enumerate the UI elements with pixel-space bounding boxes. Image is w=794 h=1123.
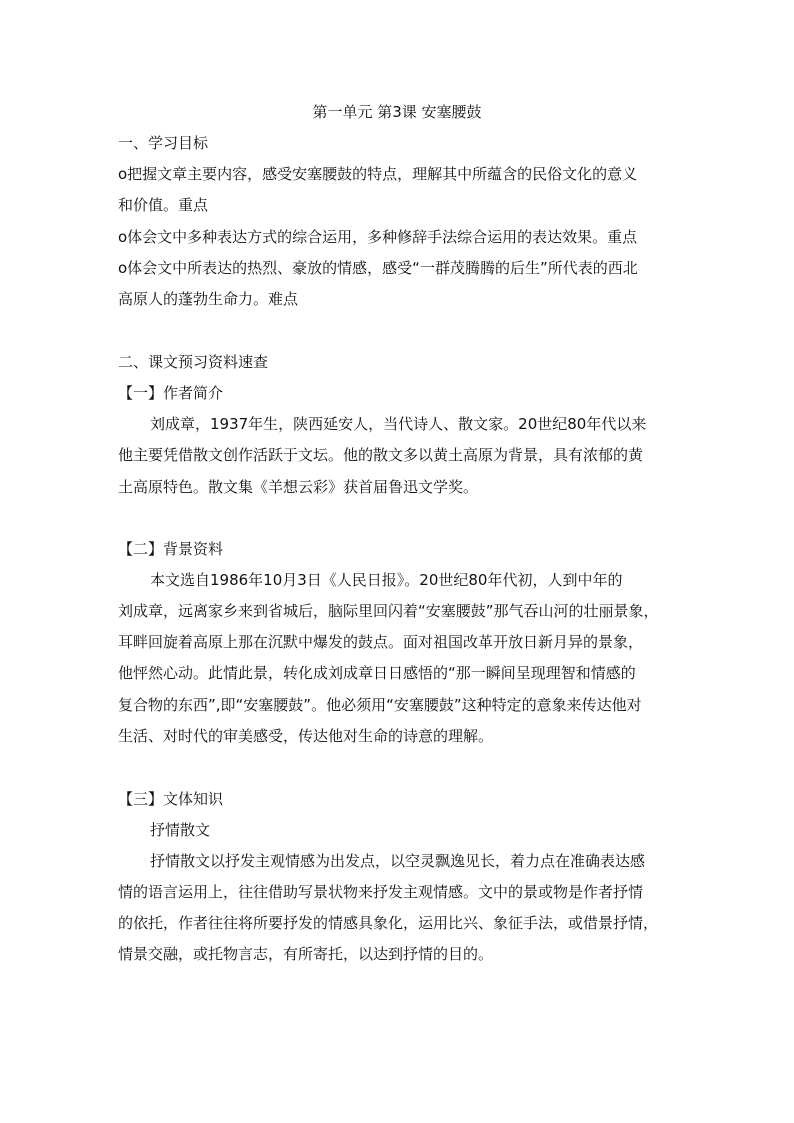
section-heading-preview: 二、课文预习资料速查 <box>118 353 269 371</box>
paragraph-line: 的依托，作者往往将所要抒发的情感具象化，运用比兴、象征手法，或借景抒情， <box>118 914 659 932</box>
paragraph-line: 抒情散文以抒发主观情感为出发点，以空灵飘逸见长，着力点在准确表达感 <box>150 852 646 870</box>
paragraph-line: 土高原特色。散文集《羊想云彩》获首届鲁迅文学奖。 <box>118 478 479 496</box>
paragraph-line: 刘成章，远离家乡来到省城后，脑际里回闪着“安塞腰鼓”那气吞山河的壮丽景象， <box>118 602 659 620</box>
objective-line: o体会文中多种表达方式的综合运用，多种修辞手法综合运用的表达效果。重点 <box>118 228 638 246</box>
paragraph-line: 耳畔回旋着高原上那在沉默中爆发的鼓点。面对祖国改革开放日新月异的景象， <box>118 633 644 651</box>
paragraph-line: 复合物的东西”,即“安塞腰鼓”。他必须用“安塞腰鼓”这种特定的意象来传达他对 <box>118 696 642 714</box>
paragraph-line: 生活、对时代的审美感受，传达他对生命的诗意的理解。 <box>118 727 494 745</box>
subsection-heading-genre: 【三】文体知识 <box>118 790 224 808</box>
page-title: 第一单元 第3课 安塞腰鼓 <box>312 103 482 121</box>
objective-line: o体会文中所表达的热烈、豪放的情感，感受“一群茂腾腾的后生”所代表的西北 <box>118 259 638 277</box>
subsection-heading-background: 【二】背景资料 <box>118 540 224 558</box>
paragraph-line: 他主要凭借散文创作活跃于文坛。他的散文多以黄土高原为背景，具有浓郁的黄 <box>118 446 644 464</box>
paragraph-line: 刘成章，1937年生，陕西延安人，当代诗人、散文家。20世纪80年代以来 <box>150 415 647 433</box>
subsection-heading-author: 【一】作者简介 <box>118 384 224 402</box>
genre-subheading: 抒情散文 <box>150 821 211 839</box>
objective-line: o把握文章主要内容，感受安塞腰鼓的特点，理解其中所蕴含的民俗文化的意义 <box>118 165 638 183</box>
paragraph-line: 情景交融，或托物言志，有所寄托，以达到抒情的目的。 <box>118 945 494 963</box>
section-heading-objectives: 一、学习目标 <box>118 134 209 152</box>
paragraph-line: 本文选自1986年10月3日《人民日报》。20世纪80年代初，人到中年的 <box>150 571 623 589</box>
paragraph-line: 他怦然心动。此情此景，转化成刘成章日日感悟的“那一瞬间呈现理智和情感的 <box>118 664 636 682</box>
objective-line: 高原人的蓬勃生命力。难点 <box>118 290 299 308</box>
paragraph-line: 情的语言运用上，往往借助写景状物来抒发主观情感。文中的景或物是作者抒情 <box>118 883 644 901</box>
objective-line: 和价值。重点 <box>118 196 209 214</box>
